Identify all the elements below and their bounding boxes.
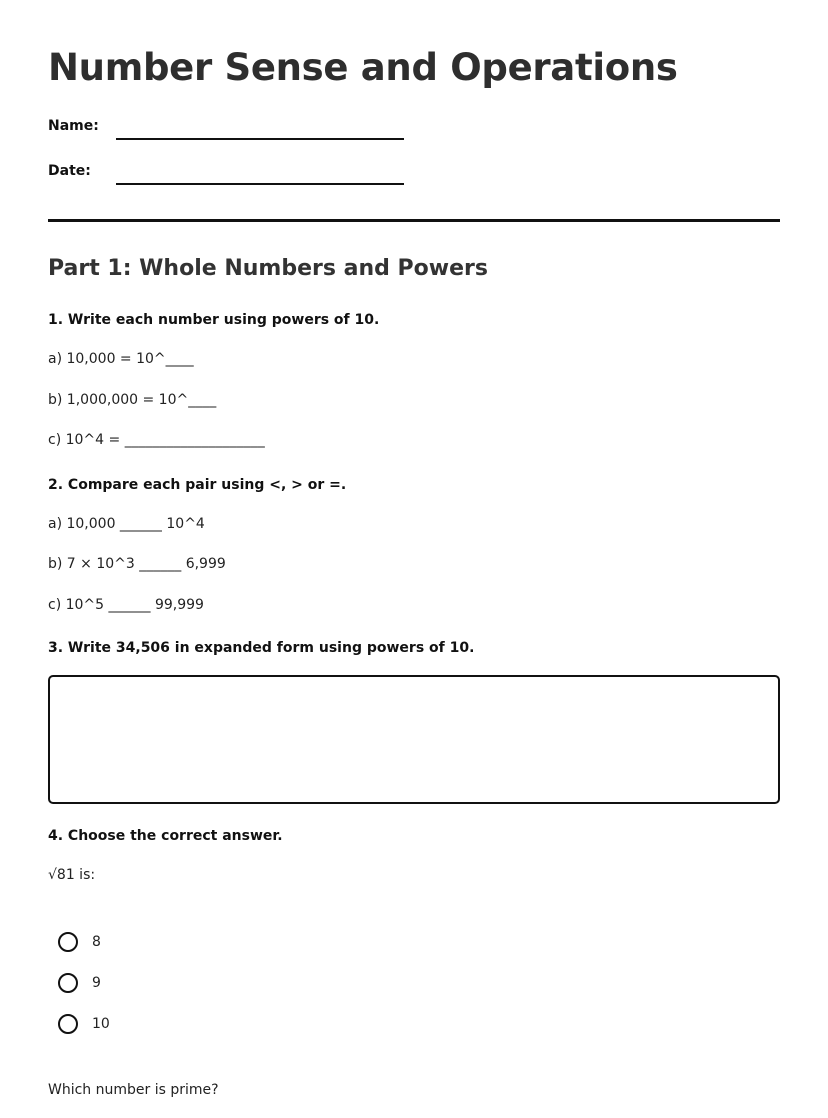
page-title: Number Sense and Operations (48, 46, 678, 89)
part-1-heading: Part 1: Whole Numbers and Powers (48, 256, 488, 281)
date-label: Date: (48, 163, 91, 179)
question-3-answer-box[interactable] (48, 675, 780, 804)
question-1a: a) 10,000 = 10^____ (48, 351, 194, 367)
question-3-prompt: 3. Write 34,506 in expanded form using powers of 10. (48, 640, 475, 656)
question-1-prompt: 1. Write each number using powers of 10. (48, 312, 380, 328)
option-label: 8 (92, 934, 101, 950)
question-4-prompt: 4. Choose the correct answer. (48, 828, 283, 844)
question-2-prompt: 2. Compare each pair using <, > or =. (48, 477, 347, 493)
option-9[interactable] (58, 973, 101, 993)
name-field[interactable] (116, 138, 404, 140)
question-2c: c) 10^5 ______ 99,999 (48, 597, 204, 613)
date-field[interactable] (116, 183, 404, 185)
question-4-sub-2-text: Which number is prime? (48, 1082, 219, 1098)
question-4-sub-1-text: √81 is: (48, 867, 96, 883)
name-label: Name: (48, 118, 99, 134)
option-label: 9 (92, 975, 101, 991)
header-divider (48, 219, 780, 222)
radio-button[interactable] (58, 973, 78, 993)
question-1c: c) 10^4 = ____________________ (48, 432, 265, 448)
option-10[interactable] (58, 1014, 110, 1034)
question-2a: a) 10,000 ______ 10^4 (48, 516, 205, 532)
radio-button[interactable] (58, 932, 78, 952)
question-1b: b) 1,000,000 = 10^____ (48, 392, 217, 408)
radio-button[interactable] (58, 1014, 78, 1034)
option-label: 10 (92, 1016, 110, 1032)
option-8[interactable] (58, 932, 101, 952)
question-2b: b) 7 × 10^3 ______ 6,999 (48, 556, 226, 572)
